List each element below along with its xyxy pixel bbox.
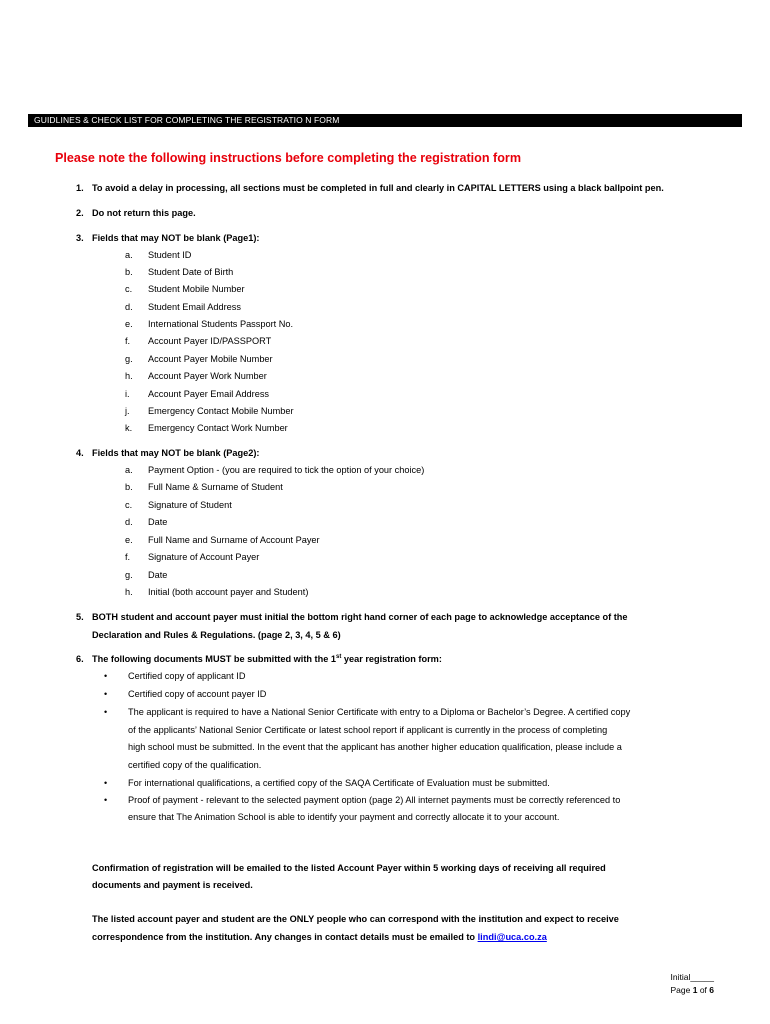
- contact-line-2: [92, 932, 547, 942]
- item-text: For international qualifications, a certified copy of the SAQA Certificate of Evaluation must be submitted.: [128, 778, 550, 788]
- confirmation-line-2: documents and payment is received.: [92, 880, 253, 890]
- email-link[interactable]: lindi@uca.co.za: [477, 932, 547, 942]
- item-letter: e.: [125, 319, 133, 329]
- item-letter: j.: [125, 406, 130, 416]
- item-letter: e.: [125, 535, 133, 545]
- item-text: Account Payer ID/PASSPORT: [148, 336, 272, 346]
- instruction-item-6: [76, 654, 442, 664]
- item-letter: c.: [125, 284, 133, 294]
- bullet-icon: •: [104, 689, 108, 699]
- item-text: Account Payer Email Address: [148, 389, 270, 399]
- initial-field: Initial_____: [670, 972, 714, 982]
- item-text: Signature of Student: [148, 500, 232, 510]
- item-text: The applicant is required to have a National Senior Certificate with entry to a Diploma or Bachelor’s Degree. A certified copy: [128, 707, 631, 717]
- item-text: Full Name & Surname of Student: [148, 482, 283, 492]
- instruction-item-4: [76, 448, 259, 458]
- item-text: Student Email Address: [148, 302, 241, 312]
- item-text: Full Name and Surname of Account Payer: [148, 535, 320, 545]
- item-text-post: year registration form:: [341, 654, 442, 665]
- item-letter: i.: [125, 389, 130, 399]
- item-text: Date: [148, 570, 168, 580]
- item-letter: f.: [125, 552, 131, 562]
- section-header-bar: GUIDLINES & CHECK LIST FOR COMPLETING THE REGISTRATIO N FORM: [28, 114, 742, 127]
- item-superscript: st: [335, 654, 342, 660]
- item-text: Certified copy of account payer ID: [128, 689, 267, 699]
- item-letter: h.: [125, 587, 133, 597]
- item-text-continued: ensure that The Animation School is able to identify your payment and correctly allocate it to your account.: [128, 812, 560, 822]
- item-text-pre: The following documents MUST be submitted with the 1: [92, 654, 336, 665]
- bullet-icon: •: [104, 707, 108, 717]
- page-of: of: [697, 985, 710, 995]
- item-text: Fields that may NOT be blank (Page2):: [92, 448, 260, 458]
- item-letter: a.: [125, 250, 133, 260]
- item-text: To avoid a delay in processing, all sections must be completed in full and clearly in CAPITAL LETTERS using a black ballpoint pen.: [92, 183, 664, 193]
- item-letter: f.: [125, 336, 131, 346]
- instructions-title: Please note the following instructions before completing the registration form: [55, 151, 522, 165]
- confirmation-line-1: Confirmation of registration will be emailed to the listed Account Payer within 5 working days of receiving all required: [92, 863, 606, 873]
- item-letter: h.: [125, 371, 133, 381]
- item-text-continued: of the applicants’ National Senior Certificate or latest school report if applicant is currently in the process of completing: [128, 725, 608, 735]
- item-text: Student Date of Birth: [148, 267, 234, 277]
- item-text: Account Payer Mobile Number: [148, 354, 273, 364]
- item-letter: k.: [125, 423, 133, 433]
- item-letter: d.: [125, 302, 133, 312]
- instruction-item-5-line2: Declaration and Rules & Regulations. (page 2, 3, 4, 5 & 6): [92, 630, 341, 640]
- item-letter: c.: [125, 500, 133, 510]
- item-text: Student Mobile Number: [148, 284, 245, 294]
- item-letter: a.: [125, 465, 133, 475]
- item-text: Emergency Contact Work Number: [148, 423, 288, 433]
- item-text-continued: certified copy of the qualification.: [128, 760, 262, 770]
- item-text: Proof of payment - relevant to the selected payment option (page 2) All internet payments must be correctly referenced to: [128, 795, 621, 805]
- item-text: Date: [148, 517, 168, 527]
- bullet-icon: •: [104, 671, 108, 681]
- item-letter: b.: [125, 482, 133, 492]
- instruction-item-2: [76, 208, 196, 218]
- item-text: Certified copy of applicant ID: [128, 671, 246, 681]
- page-current: 1: [692, 985, 698, 995]
- bullet-icon: •: [104, 795, 108, 805]
- page-total: 6: [709, 985, 714, 995]
- item-text: International Students Passport No.: [148, 319, 294, 329]
- item-text: Fields that may NOT be blank (Page1):: [92, 233, 260, 243]
- instruction-item-3: [76, 233, 259, 243]
- item-text: Account Payer Work Number: [148, 371, 267, 381]
- item-number: 1.: [76, 183, 84, 193]
- item-number: 2.: [76, 208, 84, 218]
- item-text-continued: high school must be submitted. In the event that the applicant has another higher education qualification, please include a: [128, 742, 622, 752]
- item-text: Initial (both account payer and Student): [148, 587, 309, 597]
- item-letter: g.: [125, 354, 133, 364]
- instruction-item-1: [76, 183, 664, 193]
- instruction-item-5: [76, 612, 628, 622]
- contact-line-1: The listed account payer and student are the ONLY people who can correspond with the institution and expect to receive: [92, 914, 619, 924]
- item-number: 4.: [76, 448, 84, 458]
- item-text: Signature of Account Payer: [148, 552, 260, 562]
- item-letter: d.: [125, 517, 133, 527]
- contact-text: correspondence from the institution. Any changes in contact details must be emailed to: [92, 932, 478, 942]
- item-text: Payment Option - (you are required to tick the option of your choice): [148, 465, 425, 475]
- item-number: 6.: [76, 654, 84, 665]
- item-letter: g.: [125, 570, 133, 580]
- item-letter: b.: [125, 267, 133, 277]
- item-text: Emergency Contact Mobile Number: [148, 406, 294, 416]
- bullet-icon: •: [104, 778, 108, 788]
- item-text: BOTH student and account payer must initial the bottom right hand corner of each page to acknowledge acceptance of the: [92, 612, 628, 622]
- page-prefix: Page: [670, 985, 693, 995]
- item-number: 3.: [76, 233, 84, 243]
- item-number: 5.: [76, 612, 84, 622]
- item-text: Student ID: [148, 250, 192, 260]
- page-number: [671, 985, 715, 995]
- item-text: Do not return this page.: [92, 208, 196, 218]
